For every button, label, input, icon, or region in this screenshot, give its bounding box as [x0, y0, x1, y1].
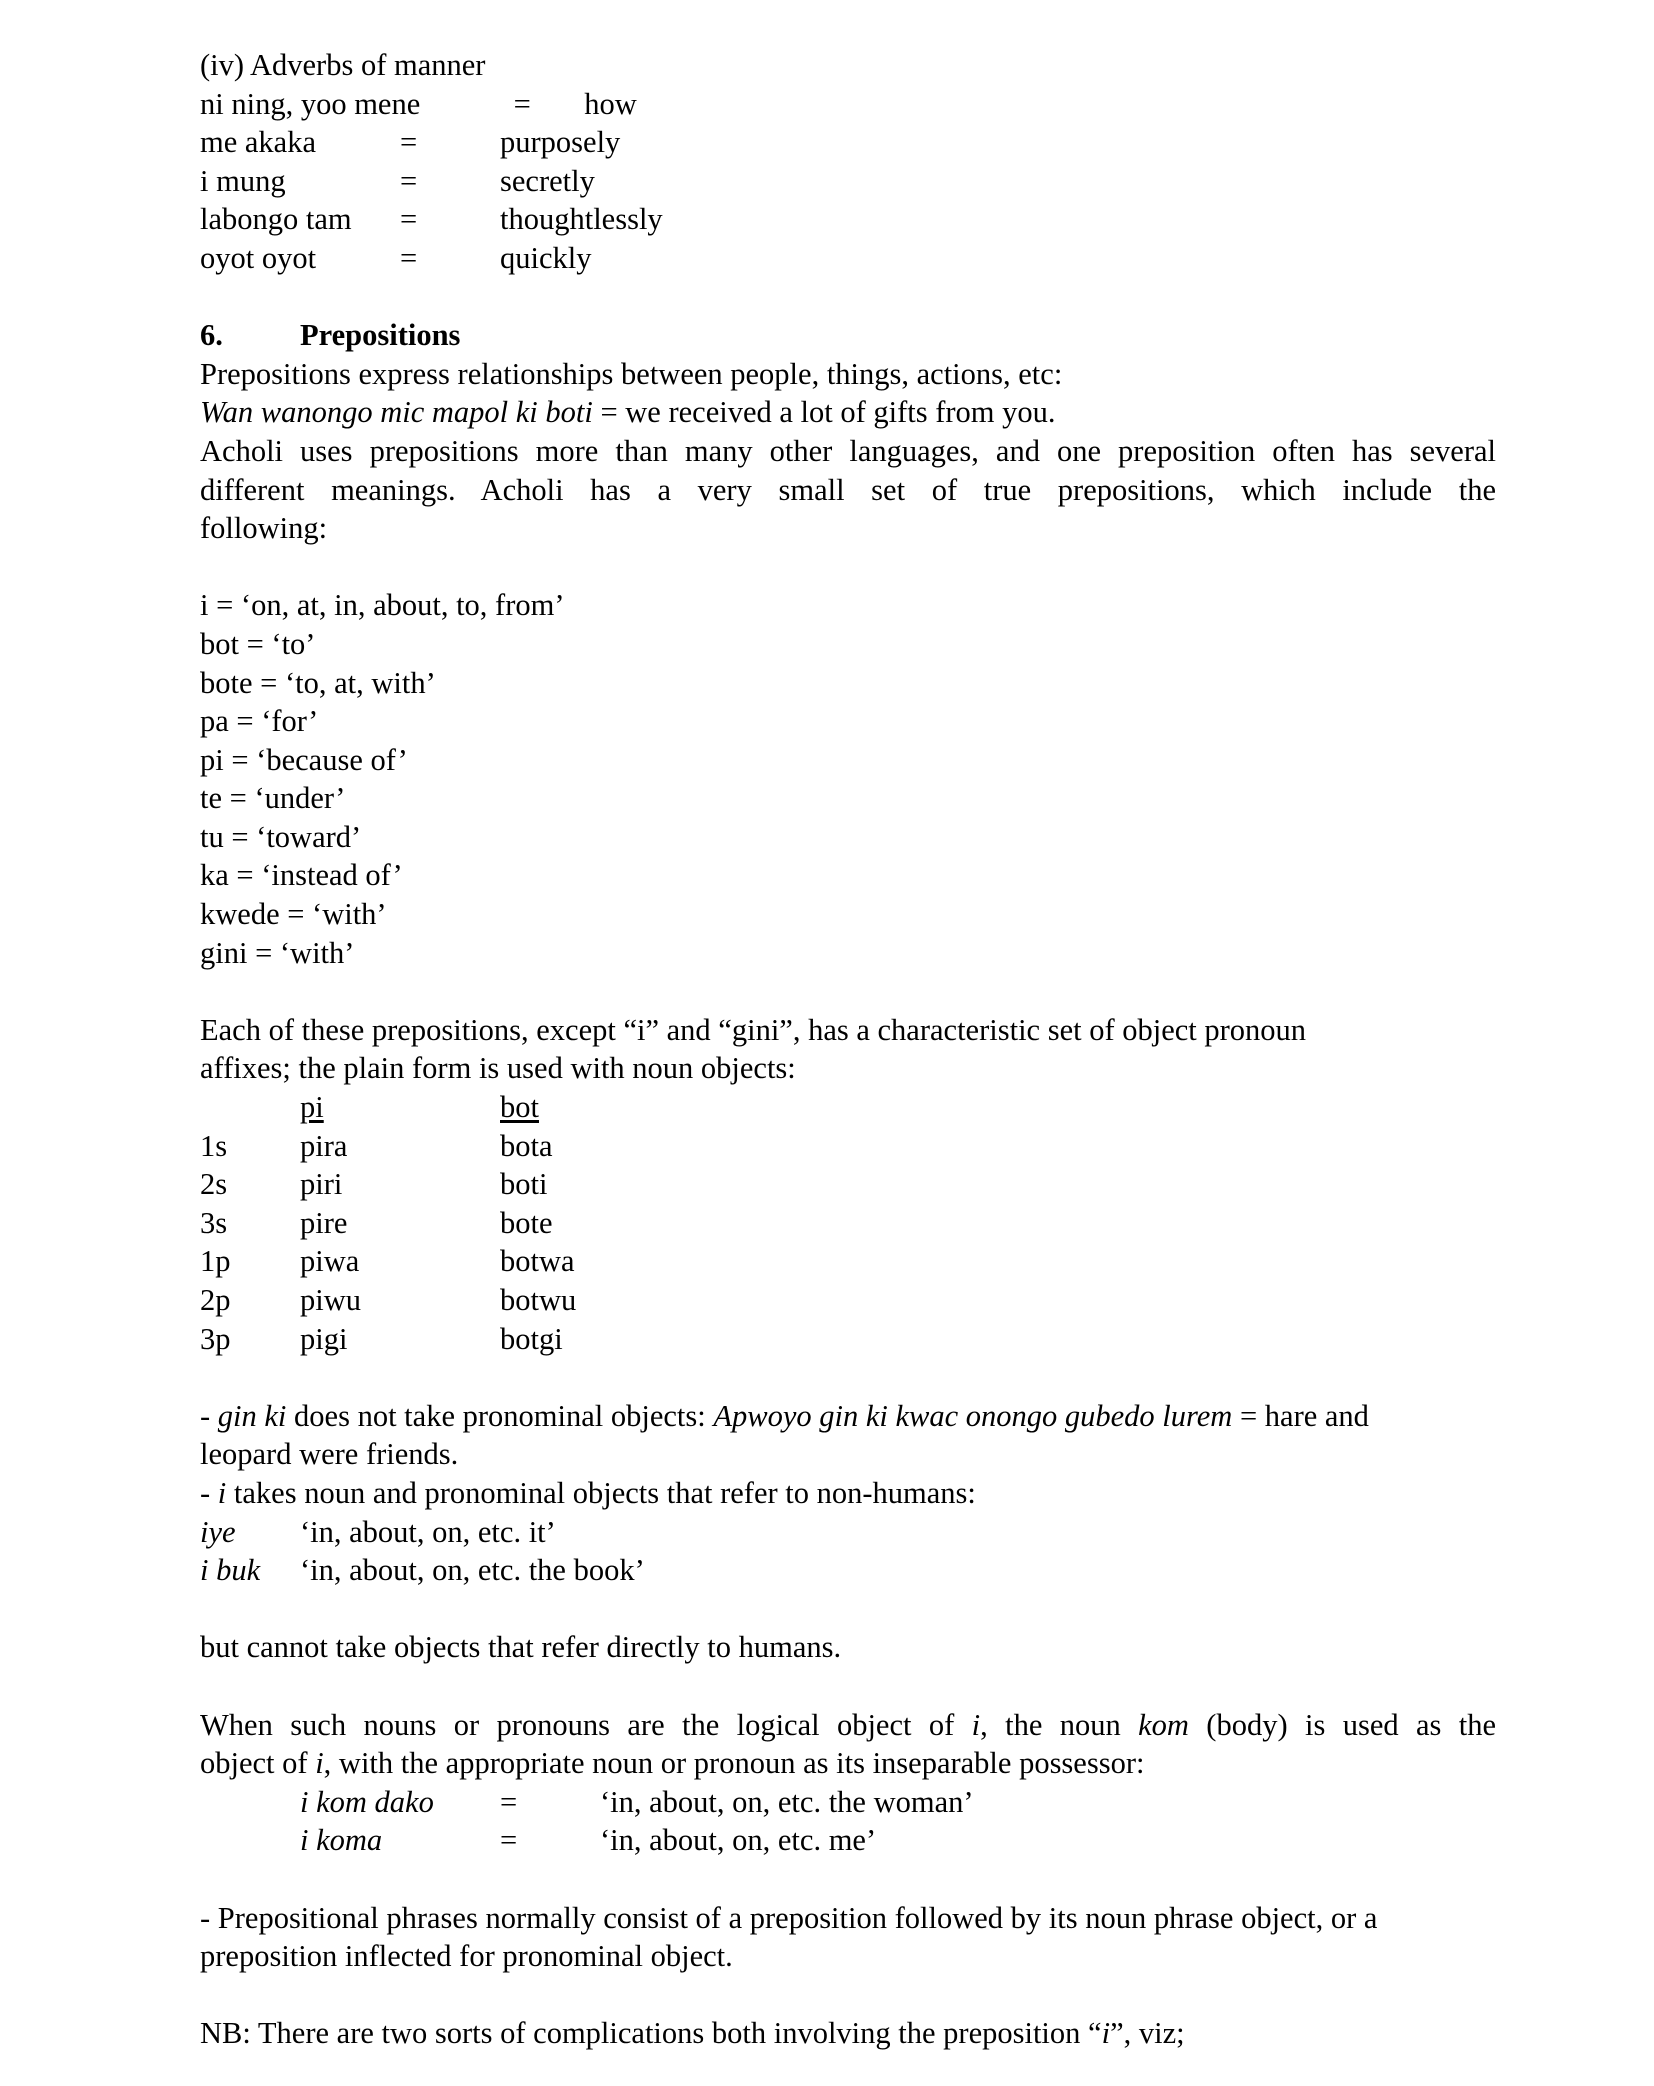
text: NB: There are two sorts of complications both involving the preposition “: [200, 2016, 1102, 2051]
paragraph-line: affixes; the plain form is used with noun objects:: [200, 1051, 796, 1086]
adverb-row: [200, 200, 1496, 239]
ginki-note: [200, 1397, 1496, 1436]
affix-bot: botwa: [500, 1244, 575, 1279]
adverb-eq: =: [513, 86, 531, 121]
kom-example-eq: =: [500, 1784, 518, 1819]
adverb-term: labongo tam: [200, 202, 352, 237]
affix-table-row: [200, 1320, 1496, 1359]
preposition-item: kwede = ‘with’: [200, 897, 387, 932]
kom-term: kom: [1138, 1707, 1189, 1742]
affix-header-person: [200, 1088, 300, 1127]
preposition-item: pi = ‘because of’: [200, 742, 408, 777]
affix-bot: botwu: [500, 1283, 577, 1317]
affix-pi: piwa: [300, 1244, 360, 1279]
spacer: [200, 1358, 1496, 1397]
affix-person: 1p: [200, 1244, 231, 1279]
i-term: i: [217, 1475, 227, 1510]
adverbs-heading: (iv) Adverbs of manner: [200, 48, 486, 82]
text: , the noun: [980, 1707, 1139, 1742]
affix-person: 2s: [200, 1167, 228, 1202]
adverb-term: i mung: [200, 163, 286, 198]
affix-bot: botgi: [500, 1321, 563, 1356]
i-term: i: [971, 1707, 981, 1742]
paragraph-line: different meanings. Acholi has a very small set of true prepositions, which include the: [200, 472, 1496, 507]
spacer: [200, 1860, 1496, 1899]
affix-bot: bota: [500, 1128, 553, 1163]
kom-example-gloss: ‘in, about, on, etc. the woman’: [600, 1784, 974, 1819]
affix-pi: pigi: [300, 1321, 348, 1356]
kom-example-term: i koma: [300, 1823, 383, 1858]
affix-person: 1s: [200, 1128, 228, 1163]
example-acholi: Wan wanongo mic mapol ki boti: [200, 395, 593, 430]
affix-pi: pire: [300, 1205, 348, 1240]
i-example-gloss: ‘in, about, on, etc. it’: [300, 1514, 556, 1549]
adverb-term: me akaka: [200, 125, 316, 160]
example-translation: = we received a lot of gifts from you.: [592, 395, 1056, 430]
affix-bot: bote: [500, 1205, 553, 1240]
affix-person: 2p: [200, 1283, 231, 1317]
kom-example-gloss: ‘in, about, on, etc. me’: [600, 1823, 877, 1858]
kom-example-eq: =: [500, 1823, 518, 1858]
preposition-item: tu = ‘toward’: [200, 819, 362, 854]
ginki-term: gin ki: [217, 1398, 287, 1433]
nb-note: [200, 2014, 1496, 2053]
kom-example-row: [200, 1821, 1496, 1860]
spacer: [200, 972, 1496, 1011]
ginki-note-continued: leopard were friends.: [200, 1437, 459, 1472]
adverb-row: [200, 162, 1496, 201]
adverb-gloss: quickly: [500, 240, 592, 275]
spacer: [200, 1667, 1496, 1706]
text: (body) is used as the: [1188, 1707, 1497, 1742]
kom-paragraph-line: [200, 1744, 1496, 1783]
section-intro: Prepositions express relationships between people, things, actions, etc:: [200, 356, 1063, 391]
preposition-item: gini = ‘with’: [200, 935, 355, 970]
i-note-restriction: but cannot take objects that refer directly to humans.: [200, 1630, 842, 1665]
paragraph-line: Each of these prepositions, except “i” and “gini”, has a characteristic set of object pronoun: [200, 1012, 1307, 1047]
section-number: 6.: [200, 318, 223, 353]
section-title: Prepositions: [300, 318, 461, 353]
affix-header-bot: bot: [500, 1090, 539, 1125]
affix-table-row: [200, 1242, 1496, 1281]
ginki-translation: = hare and: [1232, 1398, 1369, 1433]
document-page: [200, 46, 1496, 2053]
i-example-term: iye: [200, 1514, 236, 1549]
spacer: [200, 1976, 1496, 2015]
section-example: [200, 393, 1496, 432]
adverb-gloss: secretly: [500, 163, 595, 198]
dash: -: [200, 1398, 218, 1433]
text: , with the appropriate noun or pronoun as its inseparable possessor:: [323, 1746, 1145, 1781]
affix-person: 3p: [200, 1321, 231, 1356]
affix-bot: boti: [500, 1167, 548, 1202]
i-note: [200, 1474, 1496, 1513]
adverb-row: [200, 123, 1496, 162]
i-example-row: [200, 1551, 1496, 1590]
i-example-gloss: ‘in, about, on, etc. the book’: [300, 1553, 645, 1588]
i-example-term: i buk: [200, 1553, 261, 1588]
indent: [200, 1783, 300, 1822]
adverb-eq: =: [400, 163, 418, 198]
section-heading: [200, 316, 1496, 355]
dash: -: [200, 1475, 218, 1510]
adverb-gloss: purposely: [500, 125, 621, 160]
i-term: i: [1101, 2016, 1111, 2051]
affix-table-row: [200, 1281, 1496, 1320]
affix-table-row: [200, 1127, 1496, 1166]
adverb-row: [200, 239, 1496, 278]
adverb-eq: =: [400, 240, 418, 275]
phrases-line: - Prepositional phrases normally consist of a preposition followed by its noun phrase object, or a: [200, 1900, 1378, 1935]
i-example-row: [200, 1513, 1496, 1552]
kom-example-row: [200, 1783, 1496, 1822]
adverb-term: oyot oyot: [200, 240, 317, 275]
spacer: [200, 1590, 1496, 1629]
ginki-text: does not take pronominal objects:: [286, 1398, 714, 1433]
adverb-eq: =: [400, 125, 418, 160]
preposition-item: i = ‘on, at, in, about, to, from’: [200, 588, 565, 623]
text: object of: [200, 1746, 316, 1781]
i-note-text: takes noun and pronominal objects that refer to non-humans:: [226, 1475, 976, 1510]
adverb-eq: =: [400, 202, 418, 237]
adverb-term: ni ning, yoo mene: [200, 86, 421, 121]
i-term: i: [315, 1746, 324, 1781]
adverb-gloss: how: [584, 86, 637, 121]
paragraph-line: Acholi uses prepositions more than many other languages, and one preposition often has several: [200, 433, 1496, 468]
preposition-item: bot = ‘to’: [200, 626, 316, 661]
text: When such nouns or pronouns are the logical object of: [200, 1707, 972, 1742]
text: ”, viz;: [1110, 2016, 1185, 2051]
affix-table-header: [200, 1088, 1496, 1127]
preposition-item: te = ‘under’: [200, 781, 346, 816]
paragraph-line: following:: [200, 511, 328, 546]
phrases-line: preposition inflected for pronominal object.: [200, 1939, 733, 1974]
affix-pi: piwu: [300, 1283, 361, 1317]
affix-person: 3s: [200, 1205, 228, 1240]
affix-pi: pira: [300, 1128, 348, 1163]
preposition-item: ka = ‘instead of’: [200, 858, 403, 893]
preposition-item: pa = ‘for’: [200, 704, 319, 739]
adverb-gloss: thoughtlessly: [500, 202, 663, 237]
spacer: [200, 548, 1496, 587]
spacer: [200, 278, 1496, 317]
indent: [200, 1821, 300, 1860]
ginki-example: Apwoyo gin ki kwac onongo gubedo lurem: [713, 1398, 1233, 1433]
affix-header-pi: pi: [300, 1090, 324, 1125]
kom-example-term: i kom dako: [300, 1784, 434, 1819]
affix-table-row: [200, 1165, 1496, 1204]
affix-pi: piri: [300, 1167, 343, 1202]
adverb-row: [200, 85, 1496, 124]
kom-paragraph-line: [200, 1706, 1496, 1745]
affix-table-row: [200, 1204, 1496, 1243]
preposition-item: bote = ‘to, at, with’: [200, 665, 436, 700]
